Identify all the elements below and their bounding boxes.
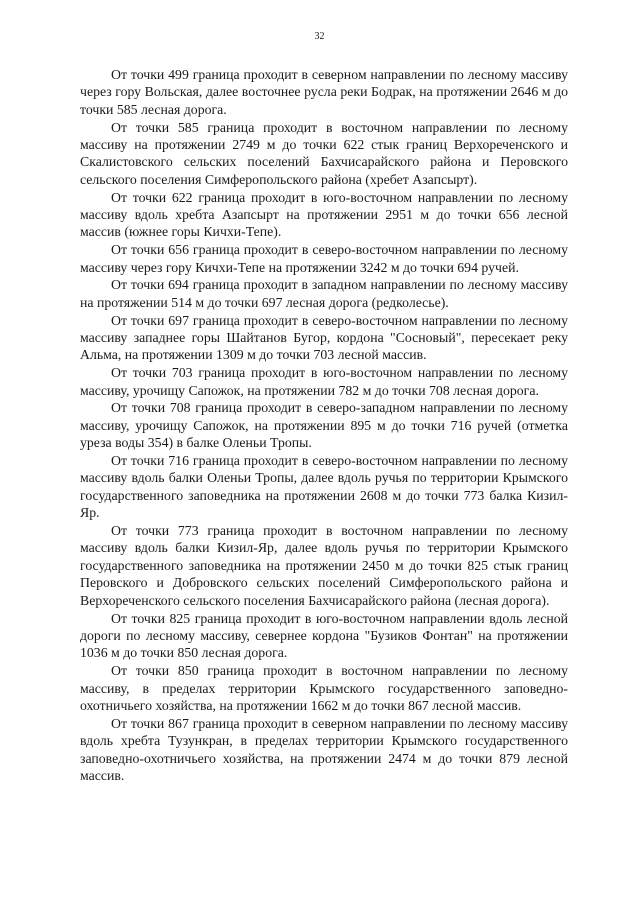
paragraph-point-850: От точки 850 граница проходит в восточном направлении по лесному массиву, в пределах территории Крымского государственного заповедно-охотничьего хозяйства, на протяжении 1662 м до точки 867 лесной массив.: [80, 663, 568, 713]
paragraph-point-697: От точки 697 граница проходит в северо-восточном направлении по лесному массиву западнее горы Шайтанов Бугор, кордона "Сосновый", пересекает реку Альма, на протяжении 1309 м до точки 703 лесной массив.: [80, 312, 568, 363]
paragraph-point-867: От точки 867 граница проходит в северном направлении по лесному массиву вдоль хребта Тузункран, в пределах территории Крымского государственного заповедно-охотничьего хозяйства, на протяжении 2474 м до точки 879 лесной массив.: [80, 715, 568, 783]
paragraph-point-708: От точки 708 граница проходит в северо-западном направлении по лесному массиву, урочищу Сапожок, на протяжении 895 м до точки 716 ручей (отметка уреза воды 354) в балке Оленьи Тропы.: [80, 400, 568, 451]
page-number: 32: [314, 31, 325, 42]
paragraph-point-703: От точки 703 граница проходит в юго-восточном направлении по лесному массиву, урочищу Сапожок, на протяжении 782 м до точки 708 лесная дорога.: [80, 365, 568, 398]
paragraph-point-694: От точки 694 граница проходит в западном направлении по лесному массиву на протяжении 514 м до точки 697 лесная дорога (редколесье).: [80, 277, 568, 310]
paragraph-point-825: От точки 825 граница проходит в юго-восточном направлении вдоль лесной дороги по лесному массиву, севернее кордона "Бузиков Фонтан" на протяжении 1036 м до точки 850 лесная дорога.: [80, 610, 568, 661]
paragraph-point-773: От точки 773 граница проходит в восточном направлении по лесному массиву вдоль балки Кизил-Яр, далее вдоль ручья по территории Крымского государственного заповедника на протяжении 2450 м до точки 825 стык границ Перовского и Добровского сельских поселений Симферопольского района и Верхореченского сельского поселения Бахчисарайского района (лесная дорога).: [80, 523, 568, 608]
paragraph-point-656: От точки 656 граница проходит в северо-восточном направлении по лесному массиву через гору Кичхи-Тепе на протяжении 3242 м до точки 694 ручей.: [80, 242, 568, 275]
paragraph-point-622: От точки 622 граница проходит в юго-восточном направлении по лесному массиву вдоль хребта Азапсырт на протяжении 2951 м до точки 656 лесной массив (южнее горы Кичхи-Тепе).: [80, 189, 568, 240]
paragraph-point-585: От точки 585 граница проходит в восточном направлении по лесному массиву на протяжении 2749 м до точки 622 стык границ Верхореченского и Скалистовского сельских поселений Бахчисарайского района и Перовского сельского поселения Симферопольского района (хребет Азапсырт).: [80, 119, 568, 187]
document-body: [80, 66, 568, 784]
paragraph-point-716: От точки 716 граница проходит в северо-восточном направлении по лесному массиву вдоль балки Оленьи Тропы, далее вдоль ручья по территории Крымского государственного заповедника на протяжении 2608 м до точки 773 балка Кизил-Яр.: [80, 453, 568, 521]
paragraph-point-499: От точки 499 граница проходит в северном направлении по лесному массиву через гору Вольская, далее восточнее русла реки Бодрак, на протяжении 2646 м до точки 585 лесная дорога.: [80, 67, 568, 117]
